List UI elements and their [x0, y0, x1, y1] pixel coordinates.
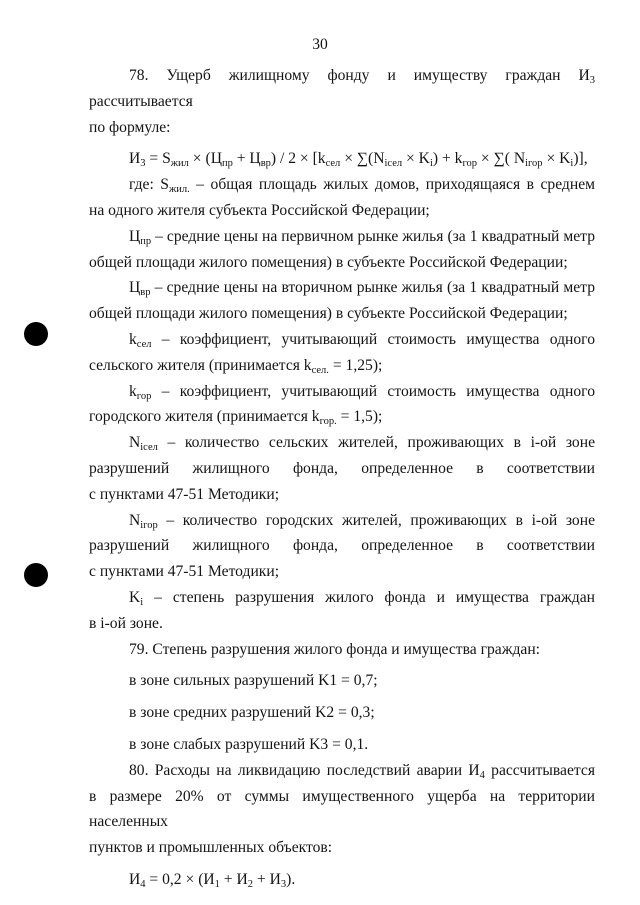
formula-i4: $И_4 = 0,2 \times (И_1 + И_2 + И_3)$. [129, 870, 296, 890]
p78-line2: по формуле: [89, 118, 171, 136]
paragraph-80: 80. Расходы на ликвидацию последствий аварии $И_4$ рассчитывается в размере 20% от суммы имущественного ущерба на территории населенных пунктов и промышленных объектов: [89, 761, 595, 857]
definition-n-isel: $N_{iсел}$ – количество сельских жителей, проживающих в i-ой зоне разрушений жилищного фонда, определенное в соответствии с пунктами 47-51 Методики; [89, 434, 595, 503]
formula-i3: $И_3 = S_{жил} \times (Ц_{пр} + Ц_{вр}) / 2 \times [k_{сел} \times \sum(N_{iсел} \times K_i) + k_{гор}$ × ∑( $N_{iгор} \times K_i$)], [129, 150, 588, 170]
definition-k-i: $K_i$ – степень разрушения жилого фонда и имущества граждан в i-ой зоне. [89, 588, 595, 632]
binder-hole-top [24, 322, 48, 346]
paragraph-79: 79. Степень разрушения жилого фонда и имущества граждан: в зоне сильных разрушений K1 = 0,7; в зоне средних разрушений K2 = 0,3; в зоне слабых разрушений K3 = 0,1. [89, 637, 595, 758]
definition-s-zhil: где: $S_{жил.}$ – общая площадь жилых домов, приходящаяся в среднем на одного жителя субъекта Российской Федерации; [89, 176, 595, 219]
definition-k-gor: $k_{гор}$ – коэффициент, учитывающий стоимость имущества одного городского жителя (принимается $k_{гор.} = 1,5$); [89, 382, 595, 428]
paragraph-78 [89, 63, 595, 140]
p78-line1: 78. Ущерб жилищному фонду и имуществу граждан $И_3$ рассчитывается [89, 67, 595, 110]
zone-weak: в зоне слабых разрушений K3 = 0,1. [129, 735, 369, 753]
zone-strong: в зоне сильных разрушений K1 = 0,7; [129, 672, 378, 690]
definition-c-vr: $Ц_{вр}$ – средние цены на вторичном рынке жилья (за 1 квадратный метр общей площади жилого помещения) в субъекте Российской Федерации; [89, 279, 595, 323]
definition-c-pr: $Ц_{пр}$ – средние цены на первичном рынке жилья (за 1 квадратный метр общей площади жилого помещения) в субъекте Российской Федерации; [89, 227, 595, 271]
document-body [89, 63, 595, 893]
page-number: 30 [312, 36, 328, 53]
binder-hole-bottom [24, 563, 48, 587]
zone-medium: в зоне средних разрушений K2 = 0,3; [129, 704, 375, 722]
definition-n-igor: $N_{iгор}$ – количество городских жителей, проживающих в i-ой зоне разрушений жилищного фонда, определенное в соответствии с пунктами 47-51 Методики; [89, 511, 595, 581]
definition-k-sel: $k_{сел}$ – коэффициент, учитывающий стоимость имущества одного сельского жителя (принимается $k_{сел.} = 1,25$); [89, 330, 595, 376]
